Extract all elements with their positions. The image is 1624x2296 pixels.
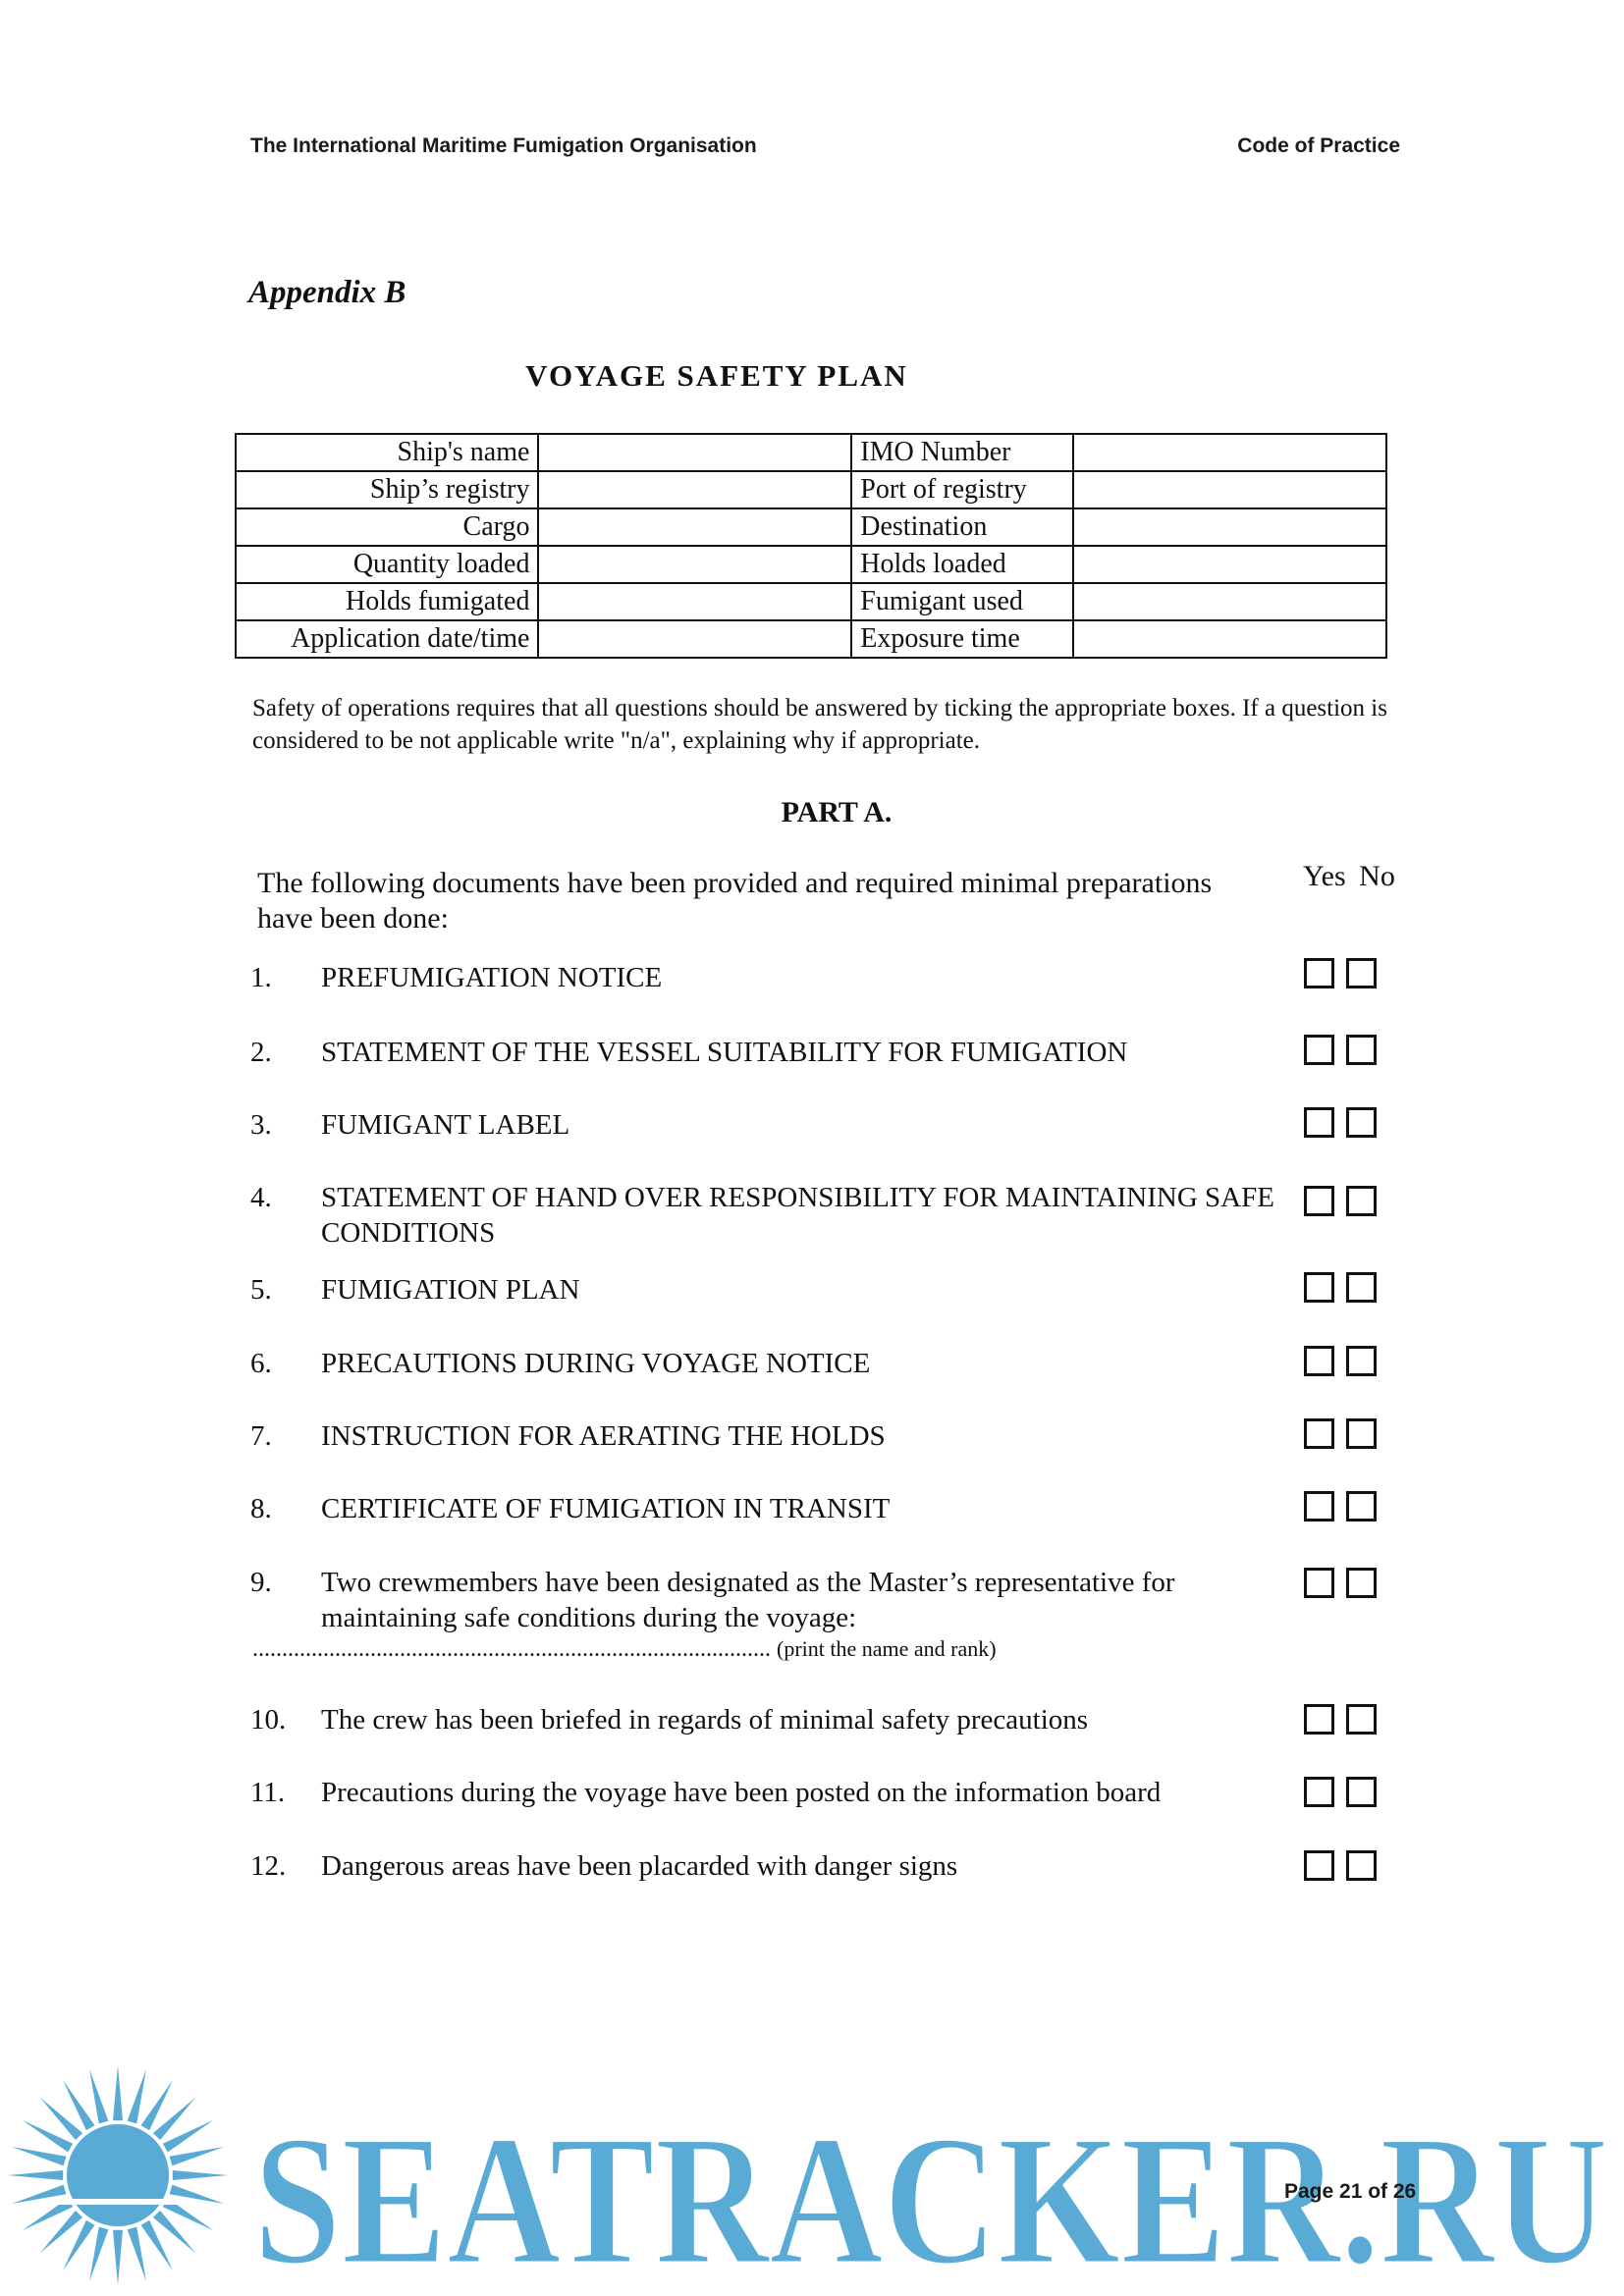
item-text: STATEMENT OF HAND OVER RESPONSIBILITY FOR MAINTAINING SAFE CONDITIONS: [321, 1182, 1274, 1249]
info-value-field[interactable]: [1073, 620, 1386, 658]
info-row: [236, 546, 1386, 583]
item-text: PREFUMIGATION NOTICE: [321, 962, 663, 993]
info-row: [236, 620, 1386, 658]
print-hint: (print the name and rank): [777, 1636, 997, 1661]
info-label: Ship’s registry: [236, 471, 538, 508]
sun-ray: [8, 2170, 63, 2180]
sun-ray: [173, 2170, 228, 2180]
sun-ray: [12, 2147, 67, 2165]
info-row: [236, 583, 1386, 620]
sun-ray: [170, 2185, 225, 2204]
yes-no-checkboxes: [1304, 1346, 1388, 1376]
sun-logo-icon: [8, 2065, 228, 2285]
info-value-field[interactable]: [538, 471, 851, 508]
item-number: 5.: [250, 1274, 272, 1306]
info-value-field[interactable]: [1073, 508, 1386, 546]
page-number: Page 21 of 26: [1284, 2180, 1417, 2203]
no-checkbox[interactable]: [1346, 958, 1377, 988]
info-label: Cargo: [236, 508, 538, 546]
info-row: [236, 471, 1386, 508]
instructions-note: Safety of operations requires that all questions should be answered by ticking the appropriate boxes. If a question is considered to be not applicable write "n/a", explaining why if appropriate.: [252, 695, 1387, 754]
info-label: Ship's name: [236, 434, 538, 471]
yes-checkbox[interactable]: [1304, 1346, 1334, 1376]
info-label: IMO Number: [851, 434, 1073, 471]
header-doc-type: Code of Practice: [1237, 134, 1400, 157]
yes-no-checkboxes: [1304, 1777, 1388, 1807]
info-value-field[interactable]: [538, 583, 851, 620]
info-value-field[interactable]: [1073, 546, 1386, 583]
ship-info-table: [235, 433, 1387, 659]
sun-ray: [128, 2069, 146, 2124]
item-number: 1.: [250, 962, 272, 993]
item-number: 9.: [250, 1567, 272, 1598]
page-title: VOYAGE SAFETY PLAN: [525, 358, 908, 393]
no-checkbox[interactable]: [1346, 1704, 1377, 1735]
item-number: 3.: [250, 1109, 272, 1141]
info-value-field[interactable]: [538, 620, 851, 658]
yes-no-checkboxes: [1304, 1107, 1388, 1138]
watermark-text: SEATRACKER.RU: [253, 2098, 1608, 2296]
header-organisation: The International Maritime Fumigation Organisation: [250, 134, 757, 157]
info-label: Holds fumigated: [236, 583, 538, 620]
yes-checkbox[interactable]: [1304, 1850, 1334, 1881]
item-text: FUMIGANT LABEL: [321, 1109, 570, 1141]
yes-no-checkboxes: [1304, 1850, 1388, 1881]
yes-no-checkboxes: [1304, 1272, 1388, 1303]
info-label: Exposure time: [851, 620, 1073, 658]
no-checkbox[interactable]: [1346, 1418, 1377, 1449]
yes-checkbox[interactable]: [1304, 1777, 1334, 1807]
yes-checkbox[interactable]: [1304, 1568, 1334, 1598]
info-value-field[interactable]: [1073, 583, 1386, 620]
yes-checkbox[interactable]: [1304, 1272, 1334, 1303]
no-checkbox[interactable]: [1346, 1491, 1377, 1522]
no-checkbox[interactable]: [1346, 1272, 1377, 1303]
item-number: 4.: [250, 1182, 272, 1213]
info-row: [236, 508, 1386, 546]
sun-ray: [113, 2230, 123, 2285]
part-intro: The following documents have been provided and required minimal preparations have been done:: [257, 867, 1213, 934]
item-text: PRECAUTIONS DURING VOYAGE NOTICE: [321, 1348, 871, 1379]
info-label: Quantity loaded: [236, 546, 538, 583]
item-text: Two crewmembers have been designated as the Master’s representative for maintaining safe conditions during the voyage:: [321, 1567, 1175, 1633]
sun-ray: [12, 2185, 67, 2204]
info-value-field[interactable]: [538, 434, 851, 471]
yes-checkbox[interactable]: [1304, 1107, 1334, 1138]
yes-no-header: Yes No: [1303, 860, 1395, 892]
yes-no-checkboxes: [1304, 1491, 1388, 1522]
dotted-line: ........................................................................................: [252, 1636, 771, 1662]
yes-checkbox[interactable]: [1304, 1418, 1334, 1449]
yes-no-checkboxes: [1304, 1568, 1388, 1598]
sun-ray: [170, 2147, 225, 2165]
info-label: Port of registry: [851, 471, 1073, 508]
item-number: 12.: [250, 1850, 287, 1882]
no-checkbox[interactable]: [1346, 1850, 1377, 1881]
no-checkbox[interactable]: [1346, 1186, 1377, 1216]
info-value-field[interactable]: [1073, 471, 1386, 508]
item-text: FUMIGATION PLAN: [321, 1274, 580, 1306]
print-name-line[interactable]: [252, 1636, 997, 1663]
yes-checkbox[interactable]: [1304, 1035, 1334, 1065]
sun-ray: [89, 2069, 108, 2124]
yes-no-checkboxes: [1304, 1704, 1388, 1735]
info-label: Destination: [851, 508, 1073, 546]
seatracker-watermark: [0, 2052, 1624, 2296]
yes-no-checkboxes: [1304, 1186, 1388, 1216]
info-value-field[interactable]: [1073, 434, 1386, 471]
sun-ray: [89, 2227, 108, 2282]
info-row: [236, 434, 1386, 471]
item-number: 6.: [250, 1348, 272, 1379]
yes-checkbox[interactable]: [1304, 1491, 1334, 1522]
yes-checkbox[interactable]: [1304, 1186, 1334, 1216]
item-text: INSTRUCTION FOR AERATING THE HOLDS: [321, 1420, 886, 1452]
no-checkbox[interactable]: [1346, 1346, 1377, 1376]
item-text: CERTIFICATE OF FUMIGATION IN TRANSIT: [321, 1493, 891, 1524]
appendix-label: Appendix B: [248, 275, 406, 310]
item-text: Dangerous areas have been placarded with danger signs: [321, 1850, 958, 1882]
part-title: PART A.: [781, 796, 893, 828]
sun-ray: [113, 2065, 123, 2120]
item-text: STATEMENT OF THE VESSEL SUITABILITY FOR FUMIGATION: [321, 1037, 1128, 1068]
no-checkbox[interactable]: [1346, 1035, 1377, 1065]
yes-no-checkboxes: [1304, 1418, 1388, 1449]
sun-ray: [128, 2227, 146, 2282]
info-label: Holds loaded: [851, 546, 1073, 583]
item-number: 2.: [250, 1037, 272, 1068]
no-checkbox[interactable]: [1346, 1777, 1377, 1807]
info-label: Application date/time: [236, 620, 538, 658]
sun-horizon: [59, 2199, 177, 2205]
info-value-field[interactable]: [538, 508, 851, 546]
item-text: The crew has been briefed in regards of minimal safety precautions: [321, 1704, 1089, 1735]
yes-no-checkboxes: [1304, 1035, 1388, 1065]
yes-checkbox[interactable]: [1304, 1704, 1334, 1735]
no-checkbox[interactable]: [1346, 1568, 1377, 1598]
item-number: 11.: [250, 1777, 286, 1808]
no-checkbox[interactable]: [1346, 1107, 1377, 1138]
yes-checkbox[interactable]: [1304, 958, 1334, 988]
item-number: 7.: [250, 1420, 272, 1452]
info-value-field[interactable]: [538, 546, 851, 583]
item-number: 8.: [250, 1493, 272, 1524]
item-text: Precautions during the voyage have been posted on the information board: [321, 1777, 1162, 1808]
item-number: 10.: [250, 1704, 287, 1735]
info-label: Fumigant used: [851, 583, 1073, 620]
yes-no-checkboxes: [1304, 958, 1388, 988]
